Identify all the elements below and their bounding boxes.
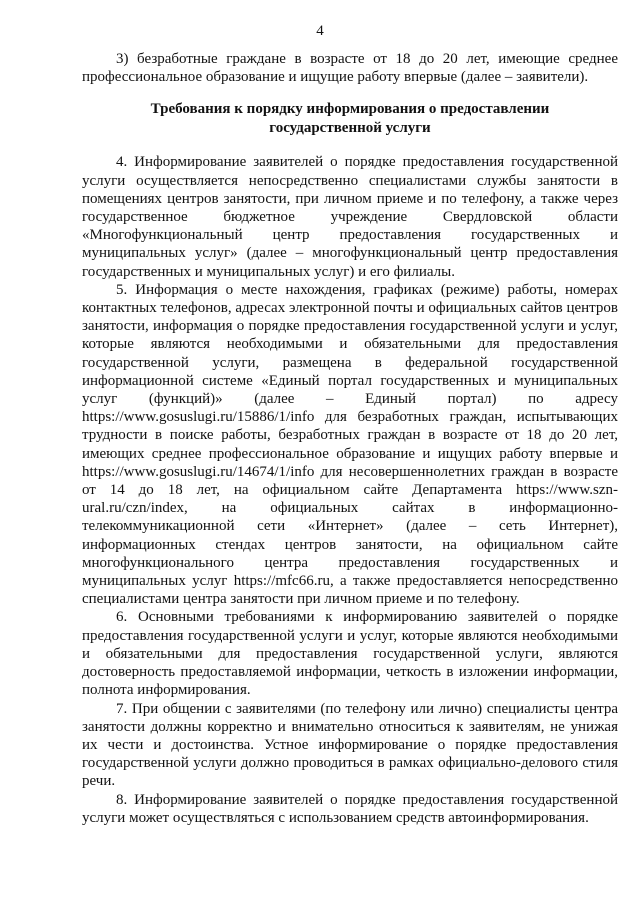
intro-list-item: 3) безработные граждане в возрасте от 18 до 20 лет, имеющие среднее профессиональное образование и ищущие работу впервые (далее – заявители). [82, 51, 618, 86]
section-heading: Требования к порядку информирования о предоставлении государственной услуги [150, 101, 550, 136]
document-body [82, 50, 618, 827]
paragraph-4: 4. Информирование заявителей о порядке предоставления государственной услуги осуществляется непосредственно специалистами службы занятости в помещениях центров занятости, при личном приеме и по телефону, а также через государственное бюджетное учреждение Свердловской области «Многофункциональный центр предоставления государственных и муниципальных услуг» (далее – многофункциональный центр предоставления государственных и муниципальных услуг) и его филиалы. [82, 154, 618, 280]
paragraph-7: 7. При общении с заявителями (по телефону или лично) специалисты центра занятости должны корректно и внимательно относиться к заявителям, не унижая их чести и достоинства. Устное информирование о порядке предоставления государственной услуги должно проводиться в рамках официально-делового стиля речи. [82, 700, 618, 790]
page-number: 4 [316, 23, 324, 39]
paragraph-8: 8. Информирование заявителей о порядке предоставления государственной услуги может осуществляться с использованием средств автоинформирования. [82, 791, 618, 826]
paragraph-6: 6. Основными требованиями к информированию заявителей о порядке предоставления государственной услуги и услуг, которые являются необходимыми и обязательными для предоставления государственной услуги, являются достоверность предоставляемой информации, четкость в изложении информации, полнота информирования. [82, 609, 618, 699]
paragraph-5: 5. Информация о месте нахождения, графиках (режиме) работы, номерах контактных телефонов, адресах электронной почты и официальных сайтов центров занятости, информация о порядке предоставления государственной услуги и услуг, которые являются необходимыми и обязательными для предоставления государственной услуги, размещена в федеральной государственной информационной системе «Единый портал государственных и муниципальных услуг (функций)» (далее – Единый портал) по адресу https://www.gosuslugi.ru/15886/1/info для безработных граждан, испытывающих трудности в поиске работы, безработных граждан в возрасте от 18 до 20 лет, имеющих среднее профессиональное образование и ищущих работу впервые и https://www.gosuslugi.ru/14674/1/info для несовершеннолетних граждан в возрасте от 14 до 18 лет, на официальном сайте Департамента https://www.szn-ural.ru/czn/index, на официальных сайтах в информационно-телекоммуникационной сети «Интернет» (далее – сеть Интернет), информационных стендах центров занятости, на официальном сайте многофункционального центра предоставления государственных и муниципальных услуг https://mfc66.ru, а также предоставляется непосредственно специалистами центра занятости при личном приеме и по телефону. [82, 281, 618, 608]
